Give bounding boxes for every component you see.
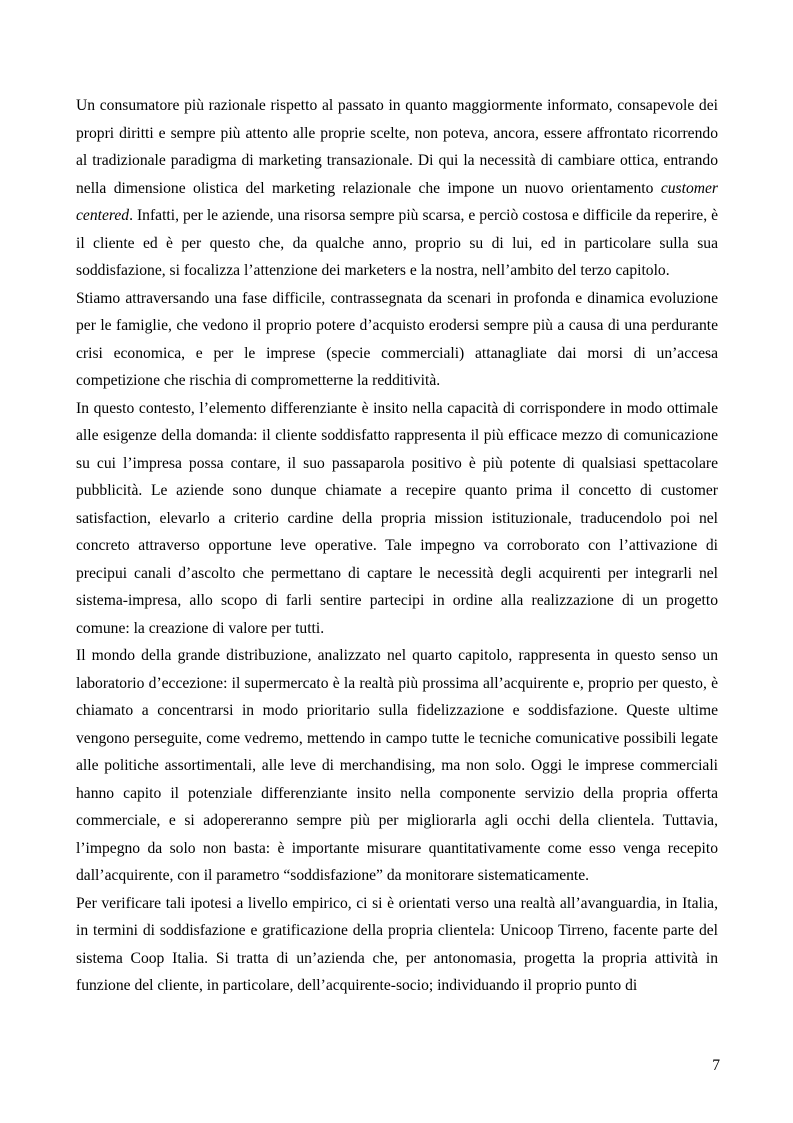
paragraph-3: In questo contesto, l’elemento differenziante è insito nella capacità di corrispondere in modo ottimale alle esigenze della domanda: il cliente soddisfatto rappresenta il più efficace mezzo di comunicazione su cui l’impresa possa contare, il suo passaparola positivo è più potente di qualsiasi spettacolare pubblicità. Le aziende sono dunque chiamate a recepire quanto prima il concetto di customer satisfaction, elevarlo a criterio cardine della propria mission istituzionale, traducendolo poi nel concreto attraverso opportune leve operative. Tale impegno va corroborato con l’attivazione di precipui canali d’ascolto che permettano di captare le necessità degli acquirenti per integrarli nel sistema-impresa, allo scopo di farli sentire partecipi in ordine alla realizzazione di un progetto comune: la creazione di valore per tutti. [76, 399, 718, 637]
body-text [76, 92, 718, 1000]
paragraph-2: Stiamo attraversando una fase difficile, contrassegnata da scenari in profonda e dinamica evoluzione per le famiglie, che vedono il proprio potere d’acquisto erodersi sempre più a causa di una perdurante crisi economica, e per le imprese (specie commerciali) attanagliate dai morsi di un’accesa competizione che rischia di comprometterne la redditività. [76, 289, 718, 389]
paragraph-5: Per verificare tali ipotesi a livello empirico, ci si è orientati verso una realtà all’avanguardia, in Italia, in termini di soddisfazione e gratificazione della propria clientela: Unicoop Tirreno, facente parte del sistema Coop Italia. Si tratta di un’azienda che, per antonomasia, progetta la propria attività in funzione del cliente, in particolare, dell’acquirente-socio; individuando il proprio punto di [76, 894, 718, 994]
emphasis-customer-centered: customer centered [76, 179, 718, 224]
paragraph-1-text-start: Un consumatore più razionale rispetto al passato in quanto maggiormente informato, consapevole dei propri diritti e sempre più attento alle proprie scelte, non poteva, ancora, essere affrontato ricorrendo al tradizionale paradigma di marketing transazionale. Di qui la necessità di cambiare ottica, entrando nella dimensione olistica del marketing relazionale che impone un nuovo orientamento [76, 97, 718, 197]
paragraph-4: Il mondo della grande distribuzione, analizzato nel quarto capitolo, rappresenta in questo senso un laboratorio d’eccezione: il supermercato è la realtà più prossima all’acquirente e, proprio per questo, è chiamato a concentrarsi in modo prioritario sulla fidelizzazione e soddisfazione. Queste ultime vengono perseguite, come vedremo, mettendo in campo tutte le tecniche comunicative possibili legate alle politiche assortimentali, alle leve di merchandising, ma non solo. Oggi le imprese commerciali hanno capito il potenziale differenziante insito nella componente servizio della propria offerta commerciale, e si adopereranno sempre più per migliorarla agli occhi della clientela. Tuttavia, l’impegno da solo non basta: è importante misurare quantitativamente come esso venga recepito dall’acquirente, con il parametro “soddisfazione” da monitorare sistematicamente. [76, 647, 718, 884]
page-number: 7 [712, 1057, 720, 1074]
paragraph-1-text-end: . Infatti, per le aziende, una risorsa sempre più scarsa, e perciò costosa e difficile da reperire, è il cliente ed è per questo che, da qualche anno, proprio su di lui, ed in particolare sulla sua soddisfazione, si focalizza l’attenzione dei marketers e la nostra, nell’ambito del terzo capitolo. [76, 207, 718, 279]
paragraph-1 [76, 92, 718, 285]
